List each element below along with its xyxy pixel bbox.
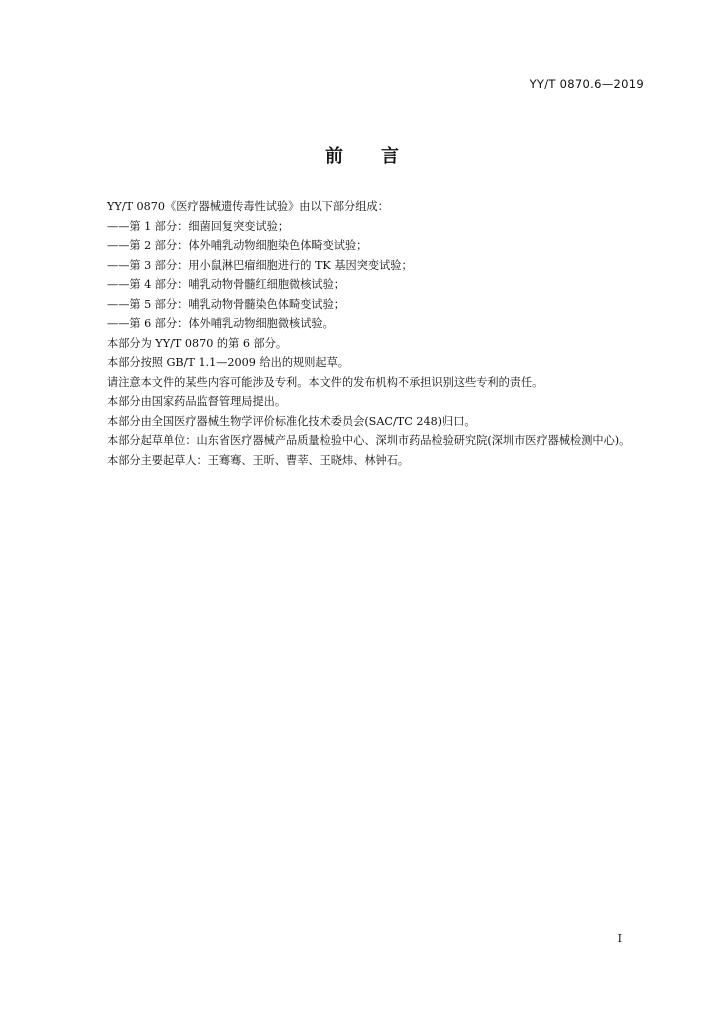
list-item: ——第 3 部分：用小鼠淋巴瘤细胞进行的 TK 基因突变试验；	[107, 258, 413, 272]
standard-code: YY/T 0870.6—2019	[529, 77, 644, 91]
document-body	[83, 197, 643, 470]
paragraph: 本部分由国家药品监督管理局提出。	[107, 395, 287, 408]
page-title: 前言	[325, 146, 437, 167]
paragraph: YY/T 0870《医疗器械遗传毒性试验》由以下部分组成：	[107, 200, 389, 213]
paragraph: 本部分为 YY/T 0870 的第 6 部分。	[107, 336, 288, 350]
list-item: ——第 1 部分：细菌回复突变试验；	[107, 219, 290, 233]
paragraph: 本部分按照 GB/T 1.1—2009 给出的规则起草。	[107, 356, 349, 369]
paragraph: 本部分由全国医疗器械生物学评价标准化技术委员会(SAC/TC 248)归口。	[107, 414, 476, 428]
list-item: ——第 4 部分：哺乳动物骨髓红细胞微核试验；	[107, 278, 345, 291]
paragraph: 请注意本文件的某些内容可能涉及专利。本文件的发布机构不承担识别这些专利的责任。	[107, 375, 544, 389]
list-item: ——第 6 部分：体外哺乳动物细胞微核试验。	[107, 317, 334, 330]
list-item: ——第 5 部分：哺乳动物骨髓染色体畸变试验；	[107, 297, 345, 311]
list-item: ——第 2 部分：体外哺乳动物细胞染色体畸变试验；	[107, 239, 368, 252]
paragraph: 本部分主要起草人：王骞骞、王昕、曹莘、王晓炜、林钟石。	[107, 453, 410, 467]
paragraph: 本部分起草单位：山东省医疗器械产品质量检验中心、深圳市药品检验研究院(深圳市医疗器械检测中心)。	[107, 434, 631, 447]
page-number: I	[617, 932, 622, 945]
